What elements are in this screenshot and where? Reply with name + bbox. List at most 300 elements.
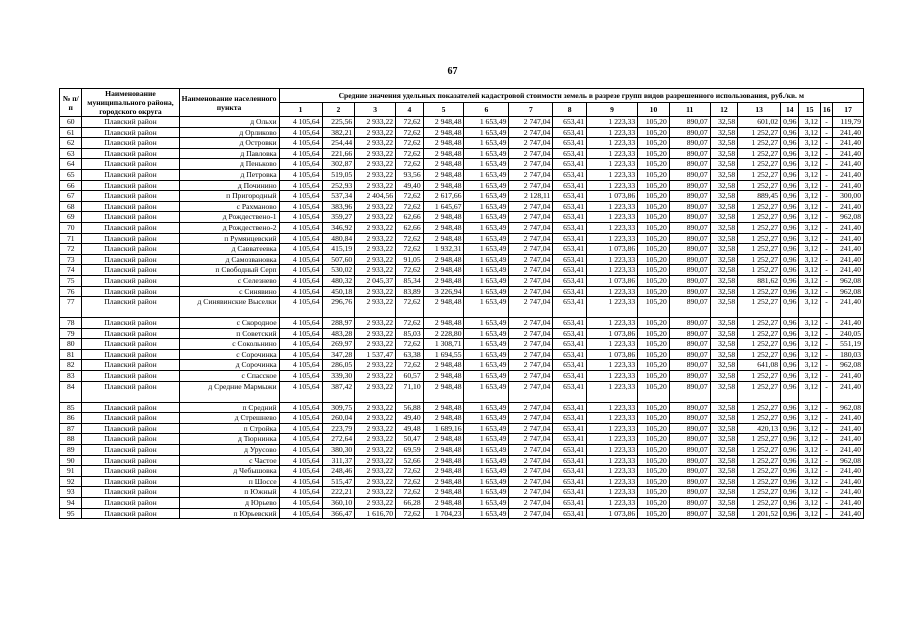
cell-group-7: 2 747,04 — [509, 169, 553, 180]
cell-group-3: 2 933,22 — [355, 180, 396, 191]
cell-group-6: 1 653,49 — [464, 498, 509, 509]
row-district: Плавский район — [82, 244, 179, 255]
cell-group-4: 85,34 — [396, 275, 424, 286]
cell-group-2: 252,93 — [322, 180, 355, 191]
cell-group-11: 890,07 — [669, 381, 710, 402]
cell-group-5: 2 948,48 — [423, 381, 464, 402]
cell-group-5: 1 704,23 — [423, 508, 464, 519]
cell-group-1: 4 105,64 — [279, 498, 322, 509]
cell-group-1: 4 105,64 — [279, 371, 322, 382]
cell-group-9: 1 223,33 — [587, 423, 638, 434]
cell-group-3: 2 933,22 — [355, 445, 396, 456]
cell-group-14: 0,96 — [781, 498, 799, 509]
cell-group-2: 537,34 — [322, 191, 355, 202]
cell-group-10: 105,20 — [638, 222, 670, 233]
cell-group-10: 105,20 — [638, 402, 670, 413]
row-settlement: д Средние Мармыжи — [179, 381, 279, 402]
cell-group-16: - — [820, 275, 832, 286]
cell-group-7: 2 747,04 — [509, 212, 553, 223]
cell-group-14: 0,96 — [781, 328, 799, 339]
cell-group-10: 105,20 — [638, 487, 670, 498]
cell-group-16: - — [820, 466, 832, 477]
cell-group-16: - — [820, 233, 832, 244]
cell-group-12: 32,58 — [710, 498, 738, 509]
cell-group-16: - — [820, 402, 832, 413]
cell-group-7: 2 747,04 — [509, 244, 553, 255]
cell-group-2: 366,47 — [322, 508, 355, 519]
cell-group-7: 2 747,04 — [509, 371, 553, 382]
cell-group-16: - — [820, 254, 832, 265]
row-district: Плавский район — [82, 222, 179, 233]
cell-group-7: 2 747,04 — [509, 455, 553, 466]
cell-group-4: 62,66 — [396, 212, 424, 223]
cell-group-4: 91,05 — [396, 254, 424, 265]
cell-group-4: 52,66 — [396, 455, 424, 466]
cell-group-13: 1 252,27 — [738, 127, 781, 138]
cell-group-12: 32,58 — [710, 148, 738, 159]
header-group-13: 13 — [738, 103, 781, 117]
row-number: 61 — [60, 127, 82, 138]
cell-group-9: 1 073,86 — [587, 244, 638, 255]
cell-group-8: 653,41 — [553, 244, 587, 255]
cell-group-1: 4 105,64 — [279, 381, 322, 402]
row-number: 91 — [60, 466, 82, 477]
cell-group-9: 1 073,86 — [587, 275, 638, 286]
cell-group-17: 241,40 — [833, 265, 864, 276]
cell-group-14: 0,96 — [781, 254, 799, 265]
row-district: Плавский район — [82, 127, 179, 138]
row-settlement: с Синявино — [179, 286, 279, 297]
cell-group-14: 0,96 — [781, 455, 799, 466]
cell-group-11: 890,07 — [669, 159, 710, 170]
cell-group-17: 241,40 — [833, 487, 864, 498]
row-district: Плавский район — [82, 138, 179, 149]
cell-group-15: 3,12 — [799, 244, 820, 255]
cell-group-9: 1 223,33 — [587, 487, 638, 498]
cell-group-5: 3 226,94 — [423, 286, 464, 297]
cell-group-16: - — [820, 371, 832, 382]
cell-group-2: 311,37 — [322, 455, 355, 466]
cell-group-8: 653,41 — [553, 476, 587, 487]
header-group-10: 10 — [638, 103, 670, 117]
cell-group-6: 1 653,49 — [464, 117, 509, 128]
cell-group-1: 4 105,64 — [279, 180, 322, 191]
cell-group-11: 890,07 — [669, 212, 710, 223]
cell-group-8: 653,41 — [553, 487, 587, 498]
cell-group-7: 2 747,04 — [509, 476, 553, 487]
cell-group-2: 507,60 — [322, 254, 355, 265]
row-number: 80 — [60, 339, 82, 350]
cadastral-value-table — [59, 88, 864, 519]
row-district: Плавский район — [82, 402, 179, 413]
cell-group-11: 890,07 — [669, 318, 710, 329]
cell-group-1: 4 105,64 — [279, 413, 322, 424]
table-row — [60, 169, 864, 180]
cell-group-6: 1 653,49 — [464, 455, 509, 466]
cell-group-13: 1 252,27 — [738, 413, 781, 424]
cell-group-5: 2 948,48 — [423, 318, 464, 329]
cell-group-9: 1 223,33 — [587, 265, 638, 276]
cell-group-16: - — [820, 297, 832, 318]
cell-group-2: 383,96 — [322, 201, 355, 212]
cell-group-12: 32,58 — [710, 180, 738, 191]
row-settlement: п Пригородный — [179, 191, 279, 202]
cell-group-4: 66,28 — [396, 498, 424, 509]
cell-group-13: 601,02 — [738, 117, 781, 128]
cell-group-2: 222,21 — [322, 487, 355, 498]
cell-group-14: 0,96 — [781, 275, 799, 286]
cell-group-15: 3,12 — [799, 117, 820, 128]
row-number: 90 — [60, 455, 82, 466]
cell-group-7: 2 747,04 — [509, 402, 553, 413]
cell-group-11: 890,07 — [669, 180, 710, 191]
row-district: Плавский район — [82, 297, 179, 318]
cell-group-16: - — [820, 265, 832, 276]
cell-group-13: 1 252,27 — [738, 169, 781, 180]
cell-group-12: 32,58 — [710, 381, 738, 402]
cell-group-1: 4 105,64 — [279, 265, 322, 276]
cell-group-15: 3,12 — [799, 127, 820, 138]
row-settlement: с Сокольнино — [179, 339, 279, 350]
cell-group-3: 2 933,22 — [355, 169, 396, 180]
cell-group-5: 2 948,48 — [423, 455, 464, 466]
cell-group-2: 480,32 — [322, 275, 355, 286]
cell-group-11: 890,07 — [669, 275, 710, 286]
cell-group-1: 4 105,64 — [279, 328, 322, 339]
cell-group-3: 2 933,22 — [355, 381, 396, 402]
cell-group-7: 2 747,04 — [509, 159, 553, 170]
cell-group-6: 1 653,49 — [464, 212, 509, 223]
cell-group-6: 1 653,49 — [464, 328, 509, 339]
cell-group-8: 653,41 — [553, 233, 587, 244]
cell-group-3: 2 933,22 — [355, 212, 396, 223]
header-group-12: 12 — [710, 103, 738, 117]
cell-group-16: - — [820, 328, 832, 339]
cell-group-17: 241,40 — [833, 180, 864, 191]
cell-group-4: 72,62 — [396, 138, 424, 149]
cell-group-4: 63,38 — [396, 349, 424, 360]
cell-group-9: 1 073,86 — [587, 328, 638, 339]
cell-group-7: 2 747,04 — [509, 360, 553, 371]
table-row — [60, 498, 864, 509]
cell-group-6: 1 653,49 — [464, 413, 509, 424]
cell-group-2: 450,18 — [322, 286, 355, 297]
row-district: Плавский район — [82, 434, 179, 445]
cell-group-3: 2 933,22 — [355, 117, 396, 128]
row-district: Плавский район — [82, 476, 179, 487]
cell-group-5: 2 948,48 — [423, 371, 464, 382]
cell-group-14: 0,96 — [781, 265, 799, 276]
row-district: Плавский район — [82, 360, 179, 371]
cell-group-7: 2 747,04 — [509, 445, 553, 456]
cell-group-17: 241,40 — [833, 423, 864, 434]
table-row — [60, 138, 864, 149]
cell-group-10: 105,20 — [638, 159, 670, 170]
cell-group-17: 241,40 — [833, 413, 864, 424]
cell-group-2: 269,97 — [322, 339, 355, 350]
cell-group-11: 890,07 — [669, 508, 710, 519]
row-settlement: д Синявинские Выселки — [179, 297, 279, 318]
cell-group-17: 241,40 — [833, 476, 864, 487]
cell-group-15: 3,12 — [799, 275, 820, 286]
cell-group-10: 105,20 — [638, 445, 670, 456]
cell-group-14: 0,96 — [781, 508, 799, 519]
cell-group-13: 1 252,27 — [738, 148, 781, 159]
cell-group-6: 1 653,49 — [464, 254, 509, 265]
cell-group-1: 4 105,64 — [279, 159, 322, 170]
cell-group-12: 32,58 — [710, 159, 738, 170]
cell-group-15: 3,12 — [799, 413, 820, 424]
cell-group-10: 105,20 — [638, 434, 670, 445]
cell-group-3: 2 933,22 — [355, 201, 396, 212]
header-group-6: 6 — [464, 103, 509, 117]
cell-group-4: 72,62 — [396, 233, 424, 244]
table-row — [60, 117, 864, 128]
cell-group-6: 1 653,49 — [464, 423, 509, 434]
cell-group-6: 1 653,49 — [464, 169, 509, 180]
cell-group-14: 0,96 — [781, 212, 799, 223]
cell-group-5: 2 948,48 — [423, 138, 464, 149]
cell-group-2: 387,42 — [322, 381, 355, 402]
cell-group-12: 32,58 — [710, 318, 738, 329]
row-settlement: д Орликово — [179, 127, 279, 138]
cell-group-16: - — [820, 413, 832, 424]
cell-group-11: 890,07 — [669, 244, 710, 255]
header-group-4: 4 — [396, 103, 424, 117]
cell-group-16: - — [820, 212, 832, 223]
cell-group-10: 105,20 — [638, 244, 670, 255]
cell-group-16: - — [820, 360, 832, 371]
cell-group-6: 1 653,49 — [464, 191, 509, 202]
cell-group-9: 1 223,33 — [587, 318, 638, 329]
cell-group-8: 653,41 — [553, 148, 587, 159]
row-district: Плавский район — [82, 413, 179, 424]
table-row — [60, 434, 864, 445]
row-district: Плавский район — [82, 328, 179, 339]
row-number: 94 — [60, 498, 82, 509]
cell-group-12: 32,58 — [710, 297, 738, 318]
cell-group-8: 653,41 — [553, 275, 587, 286]
cell-group-17: 241,40 — [833, 381, 864, 402]
row-number: 69 — [60, 212, 82, 223]
cell-group-2: 223,79 — [322, 423, 355, 434]
cell-group-4: 50,47 — [396, 434, 424, 445]
row-number: 62 — [60, 138, 82, 149]
cell-group-1: 4 105,64 — [279, 148, 322, 159]
cell-group-7: 2 747,04 — [509, 297, 553, 318]
cell-group-1: 4 105,64 — [279, 508, 322, 519]
cell-group-13: 1 252,27 — [738, 233, 781, 244]
cell-group-8: 653,41 — [553, 434, 587, 445]
cell-group-13: 1 252,27 — [738, 487, 781, 498]
cell-group-2: 254,44 — [322, 138, 355, 149]
cell-group-9: 1 223,33 — [587, 413, 638, 424]
cell-group-7: 2 747,04 — [509, 180, 553, 191]
cell-group-11: 890,07 — [669, 169, 710, 180]
cell-group-3: 2 933,22 — [355, 159, 396, 170]
cell-group-8: 653,41 — [553, 297, 587, 318]
cell-group-3: 2 933,22 — [355, 127, 396, 138]
cell-group-4: 72,62 — [396, 117, 424, 128]
cell-group-13: 1 201,52 — [738, 508, 781, 519]
cell-group-8: 653,41 — [553, 360, 587, 371]
row-number: 82 — [60, 360, 82, 371]
cell-group-17: 241,40 — [833, 244, 864, 255]
cell-group-6: 1 653,49 — [464, 148, 509, 159]
cell-group-5: 1 694,55 — [423, 349, 464, 360]
row-district: Плавский район — [82, 381, 179, 402]
cell-group-1: 4 105,64 — [279, 286, 322, 297]
cell-group-17: 241,40 — [833, 498, 864, 509]
table-row — [60, 222, 864, 233]
cell-group-3: 2 933,22 — [355, 318, 396, 329]
row-district: Плавский район — [82, 445, 179, 456]
cell-group-1: 4 105,64 — [279, 254, 322, 265]
cell-group-1: 4 105,64 — [279, 212, 322, 223]
cell-group-10: 105,20 — [638, 286, 670, 297]
cell-group-12: 32,58 — [710, 339, 738, 350]
cell-group-8: 653,41 — [553, 339, 587, 350]
row-settlement: д Юрьево — [179, 498, 279, 509]
cell-group-9: 1 223,33 — [587, 201, 638, 212]
cell-group-8: 653,41 — [553, 222, 587, 233]
row-settlement: с Селезнево — [179, 275, 279, 286]
cell-group-2: 339,30 — [322, 371, 355, 382]
cell-group-12: 32,58 — [710, 169, 738, 180]
cell-group-1: 4 105,64 — [279, 360, 322, 371]
cell-group-3: 2 933,22 — [355, 455, 396, 466]
cell-group-9: 1 223,33 — [587, 148, 638, 159]
cell-group-12: 32,58 — [710, 127, 738, 138]
row-district: Плавский район — [82, 201, 179, 212]
cell-group-5: 2 948,48 — [423, 360, 464, 371]
cell-group-13: 1 252,27 — [738, 212, 781, 223]
cell-group-6: 1 653,49 — [464, 201, 509, 212]
cell-group-10: 105,20 — [638, 138, 670, 149]
cell-group-5: 2 948,48 — [423, 222, 464, 233]
cell-group-10: 105,20 — [638, 254, 670, 265]
cell-group-14: 0,96 — [781, 487, 799, 498]
cell-group-5: 1 689,16 — [423, 423, 464, 434]
cell-group-12: 32,58 — [710, 328, 738, 339]
cell-group-2: 225,56 — [322, 117, 355, 128]
cell-group-11: 890,07 — [669, 423, 710, 434]
cell-group-14: 0,96 — [781, 349, 799, 360]
cell-group-16: - — [820, 286, 832, 297]
cell-group-16: - — [820, 487, 832, 498]
cell-group-6: 1 653,49 — [464, 371, 509, 382]
cell-group-17: 241,40 — [833, 127, 864, 138]
cell-group-11: 890,07 — [669, 254, 710, 265]
cell-group-7: 2 747,04 — [509, 381, 553, 402]
cell-group-4: 72,62 — [396, 127, 424, 138]
cell-group-8: 653,41 — [553, 212, 587, 223]
cell-group-5: 2 948,48 — [423, 180, 464, 191]
row-settlement: д Пеньково — [179, 159, 279, 170]
cell-group-11: 890,07 — [669, 455, 710, 466]
cell-group-8: 653,41 — [553, 328, 587, 339]
cell-group-9: 1 223,33 — [587, 339, 638, 350]
cell-group-17: 119,79 — [833, 117, 864, 128]
row-settlement: д Петровка — [179, 169, 279, 180]
cell-group-17: 241,40 — [833, 466, 864, 477]
table-row — [60, 318, 864, 329]
cell-group-16: - — [820, 434, 832, 445]
cell-group-8: 653,41 — [553, 159, 587, 170]
cell-group-15: 3,12 — [799, 434, 820, 445]
header-group-3: 3 — [355, 103, 396, 117]
cell-group-15: 3,12 — [799, 487, 820, 498]
cell-group-2: 309,75 — [322, 402, 355, 413]
cell-group-8: 653,41 — [553, 286, 587, 297]
cell-group-9: 1 223,33 — [587, 360, 638, 371]
cell-group-17: 962,08 — [833, 360, 864, 371]
cell-group-17: 241,40 — [833, 318, 864, 329]
row-number: 72 — [60, 244, 82, 255]
cell-group-10: 105,20 — [638, 233, 670, 244]
cell-group-11: 890,07 — [669, 434, 710, 445]
cell-group-15: 3,12 — [799, 212, 820, 223]
cell-group-11: 890,07 — [669, 371, 710, 382]
cell-group-15: 3,12 — [799, 148, 820, 159]
cell-group-5: 2 948,48 — [423, 159, 464, 170]
cell-group-16: - — [820, 191, 832, 202]
table-row — [60, 402, 864, 413]
cell-group-4: 72,62 — [396, 508, 424, 519]
cell-group-1: 4 105,64 — [279, 191, 322, 202]
cell-group-5: 2 228,80 — [423, 328, 464, 339]
cell-group-12: 32,58 — [710, 191, 738, 202]
cell-group-2: 302,87 — [322, 159, 355, 170]
cell-group-4: 72,62 — [396, 244, 424, 255]
cell-group-5: 2 948,48 — [423, 275, 464, 286]
table-row — [60, 297, 864, 318]
cell-group-3: 2 933,22 — [355, 423, 396, 434]
cell-group-17: 241,40 — [833, 159, 864, 170]
cell-group-5: 2 948,48 — [423, 117, 464, 128]
cell-group-17: 241,40 — [833, 169, 864, 180]
cell-group-14: 0,96 — [781, 476, 799, 487]
cell-group-7: 2 747,04 — [509, 466, 553, 477]
cell-group-17: 241,40 — [833, 201, 864, 212]
cell-group-3: 2 933,22 — [355, 328, 396, 339]
cell-group-7: 2 747,04 — [509, 339, 553, 350]
cell-group-14: 0,96 — [781, 127, 799, 138]
cell-group-8: 653,41 — [553, 169, 587, 180]
cell-group-10: 105,20 — [638, 212, 670, 223]
cell-group-5: 2 948,48 — [423, 254, 464, 265]
cell-group-4: 93,56 — [396, 169, 424, 180]
cell-group-15: 3,12 — [799, 371, 820, 382]
cell-group-7: 2 747,04 — [509, 423, 553, 434]
table-row — [60, 286, 864, 297]
cell-group-17: 962,08 — [833, 212, 864, 223]
cell-group-12: 32,58 — [710, 360, 738, 371]
cell-group-9: 1 223,33 — [587, 286, 638, 297]
cell-group-16: - — [820, 349, 832, 360]
cell-group-6: 1 653,49 — [464, 297, 509, 318]
cell-group-4: 72,62 — [396, 476, 424, 487]
cell-group-8: 653,41 — [553, 265, 587, 276]
cell-group-1: 4 105,64 — [279, 233, 322, 244]
table-row — [60, 159, 864, 170]
row-number: 65 — [60, 169, 82, 180]
cell-group-16: - — [820, 159, 832, 170]
cell-group-10: 105,20 — [638, 466, 670, 477]
row-number: 87 — [60, 423, 82, 434]
cell-group-13: 420,13 — [738, 423, 781, 434]
cell-group-11: 890,07 — [669, 265, 710, 276]
